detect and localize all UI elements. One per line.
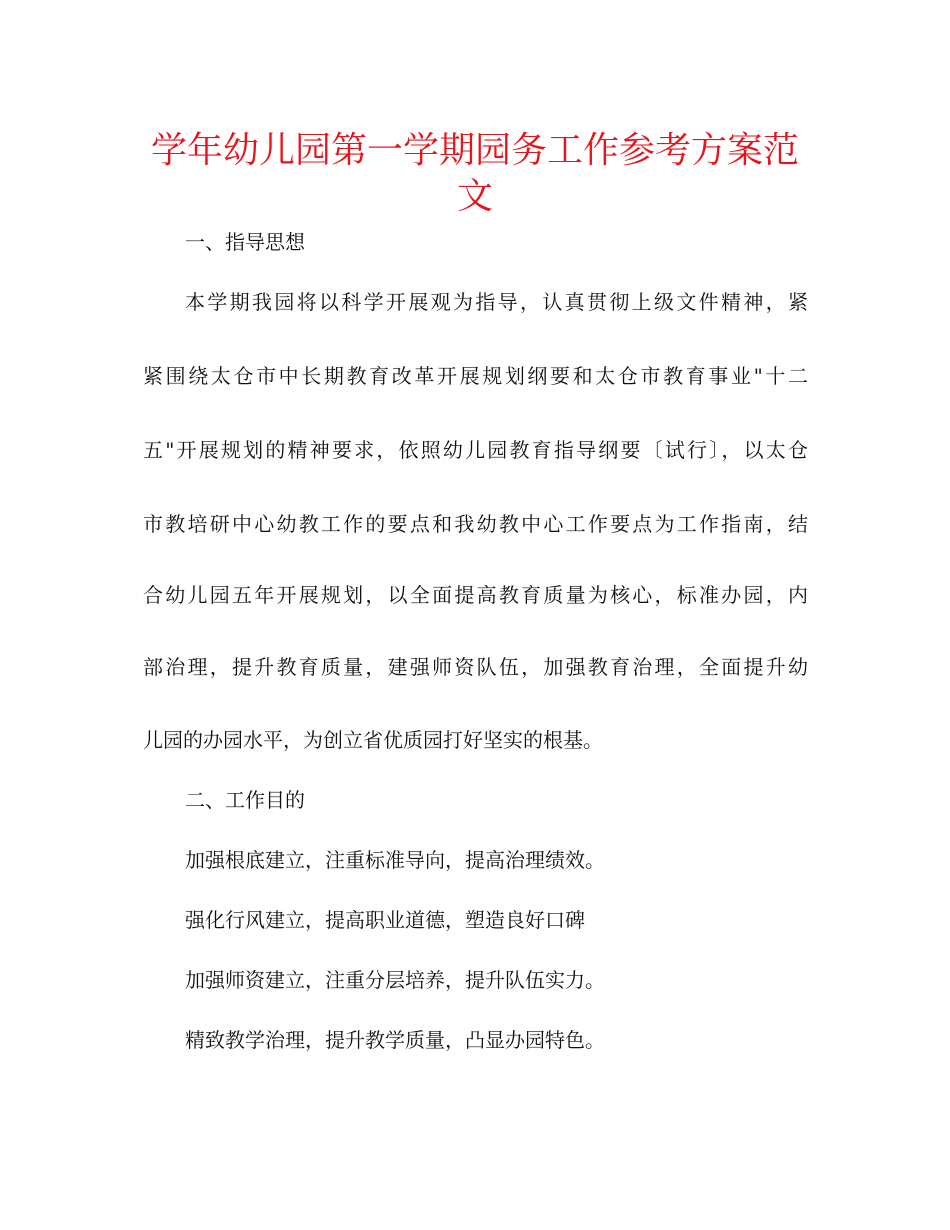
paragraph-line-7: 儿园的办园水平，为创立省优质园打好坚实的根基。 bbox=[143, 728, 603, 752]
paragraph-line-3: 五"开展规划的精神要求，依照幼儿园教育指导纲要〔试行〕，以太仓 bbox=[143, 438, 808, 462]
paragraph-line-6: 部治理，提升教育质量，建强师资队伍，加强教育治理，全面提升幼 bbox=[143, 655, 808, 679]
goal-item-3: 加强师资建立，注重分层培养，提升队伍实力。 bbox=[185, 968, 605, 992]
section-heading-guiding-ideology: 一、指导思想 bbox=[185, 230, 305, 254]
goal-item-1: 加强根底建立，注重标准导向，提高治理绩效。 bbox=[185, 848, 605, 872]
goal-item-2: 强化行风建立，提高职业道德，塑造良好口碑 bbox=[185, 908, 585, 932]
paragraph-line-5: 合幼儿园五年开展规划，以全面提高教育质量为核心，标准办园，内 bbox=[143, 583, 808, 607]
paragraph-line-1: 本学期我园将以科学开展观为指导，认真贯彻上级文件精神，紧 bbox=[185, 290, 808, 314]
section-heading-work-goals: 二、工作目的 bbox=[185, 788, 305, 812]
paragraph-line-2: 紧围绕太仓市中长期教育改革开展规划纲要和太仓市教育事业"十二 bbox=[143, 364, 808, 388]
paragraph-line-4: 市教培研中心幼教工作的要点和我幼教中心工作要点为工作指南，结 bbox=[143, 512, 808, 536]
document-title-line-2: 文 bbox=[456, 176, 493, 217]
goal-item-4: 精致教学治理，提升教学质量，凸显办园特色。 bbox=[185, 1028, 605, 1052]
document-title-line-1: 学年幼儿园第一学期园务工作参考方案范 bbox=[150, 130, 799, 171]
